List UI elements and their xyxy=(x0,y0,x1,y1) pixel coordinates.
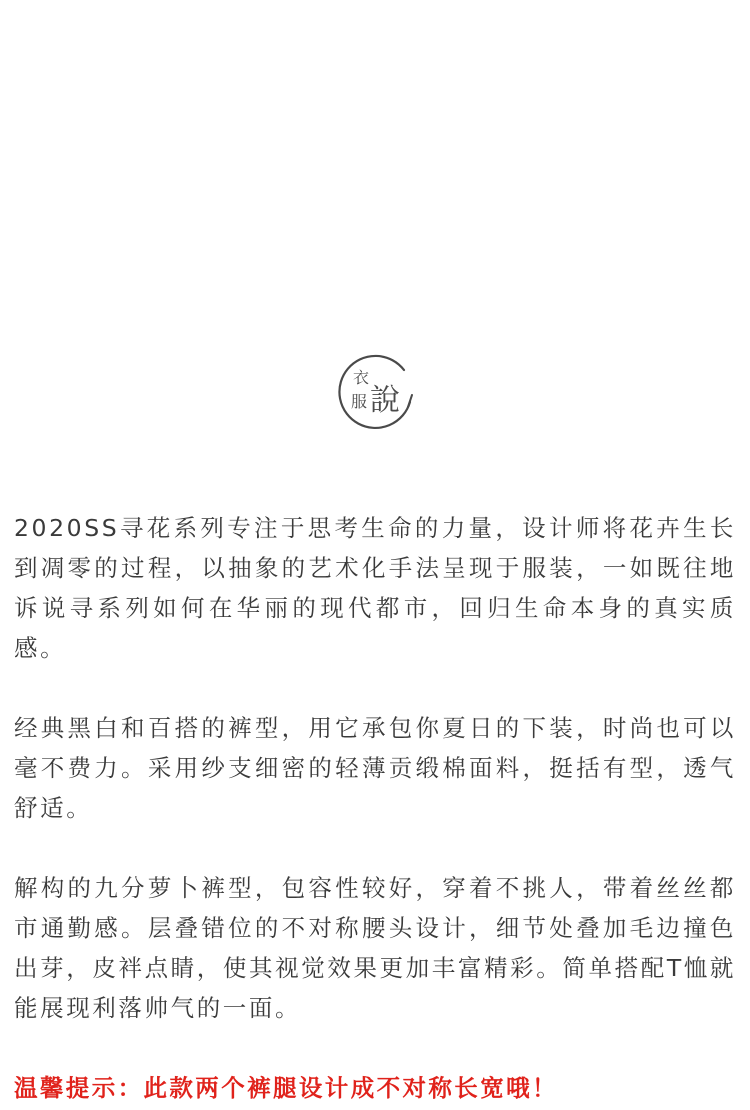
logo-char-shuo: 說 xyxy=(370,383,400,418)
paragraph-fabric: 经典黑白和百搭的裤型，用它承包你夏日的下装，时尚也可以毫不费力。采用纱支细密的轻薄贡缎棉面料，挺括有型，透气舒适。 xyxy=(14,714,736,822)
warm-tip: 温馨提示：此款两个裤腿设计成不对称长宽哦！ xyxy=(14,1074,558,1102)
article-body xyxy=(14,508,736,1108)
logo-char-yi: 衣 xyxy=(353,368,370,387)
logo-char-fu: 服 xyxy=(351,392,368,411)
paragraph-intro: 2020SS寻花系列专注于思考生命的力量，设计师将花卉生长到凋零的过程，以抽象的艺术化手法呈现于服装，一如既往地诉说寻系列如何在华丽的现代都市，回归生命本身的真实质感。 xyxy=(14,514,736,662)
brand-logo-mark xyxy=(334,352,418,436)
paragraph-design: 解构的九分萝卜裤型，包容性较好，穿着不挑人，带着丝丝都市通勤感。层叠错位的不对称腰头设计，细节处叠加毛边撞色出芽，皮袢点睛，使其视觉效果更加丰富精彩。简单搭配T恤就能展现利落帅气的一面。 xyxy=(14,874,736,1022)
brand-logo xyxy=(334,352,418,436)
